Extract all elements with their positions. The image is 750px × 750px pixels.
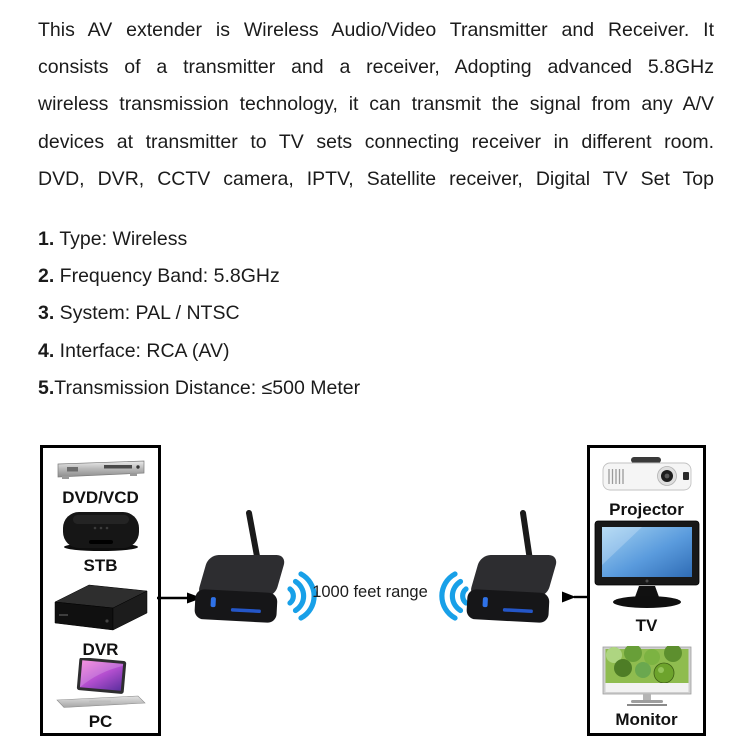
spec-number: 1. xyxy=(38,228,55,250)
projector-image xyxy=(590,454,703,496)
spec-text: Interface: RCA (AV) xyxy=(54,339,230,362)
transmitter-image xyxy=(181,505,301,636)
tv-image xyxy=(590,520,703,612)
spec-number: 4. xyxy=(38,339,55,362)
device-label-projector: Projector xyxy=(609,500,684,519)
device-label-dvd-vcd: DVD/VCD xyxy=(62,488,139,507)
spec-text: Transmission Distance: ≤500 Meter xyxy=(54,376,361,399)
range-label: 1000 feet range xyxy=(312,583,428,601)
device-label-monitor: Monitor xyxy=(615,710,678,729)
paragraph-line: wireless transmission technology, it can transmit the signal from any A/V xyxy=(38,93,714,116)
paragraph-line: This AV extender is Wireless Audio/Video Transmitter and Receiver. It xyxy=(38,19,714,41)
spec-number: 3. xyxy=(38,302,55,325)
pc-laptop-image xyxy=(43,658,158,708)
paragraph-line: devices at transmitter to TV sets connecting receiver in different room. xyxy=(38,130,714,153)
spec-text: Frequency Band: 5.8GHz xyxy=(54,265,280,288)
output-devices-box xyxy=(587,445,706,736)
spec-text: Type: Wireless xyxy=(54,228,188,250)
spec-text: System: PAL / NTSC xyxy=(54,302,240,325)
receiver-image xyxy=(453,505,573,636)
source-devices-box xyxy=(40,445,161,736)
dvd-player-image xyxy=(43,454,158,486)
device-label-tv: TV xyxy=(635,616,658,635)
arrow-right-icon xyxy=(561,589,589,605)
monitor-image xyxy=(590,646,703,708)
paragraph-line: consists of a transmitter and a receiver, Adopting advanced 5.8GHz xyxy=(38,56,714,79)
spec-number: 5. xyxy=(38,376,55,399)
spec-number: 2. xyxy=(38,265,55,288)
device-label-pc: PC xyxy=(88,712,113,731)
stb-image xyxy=(43,506,158,554)
paragraph-line: DVD, DVR, CCTV camera, IPTV, Satellite receiver, Digital TV Set Top xyxy=(38,167,714,190)
device-label-stb: STB xyxy=(83,556,118,575)
dvr-image xyxy=(43,580,158,638)
device-label-dvr: DVR xyxy=(82,640,119,659)
